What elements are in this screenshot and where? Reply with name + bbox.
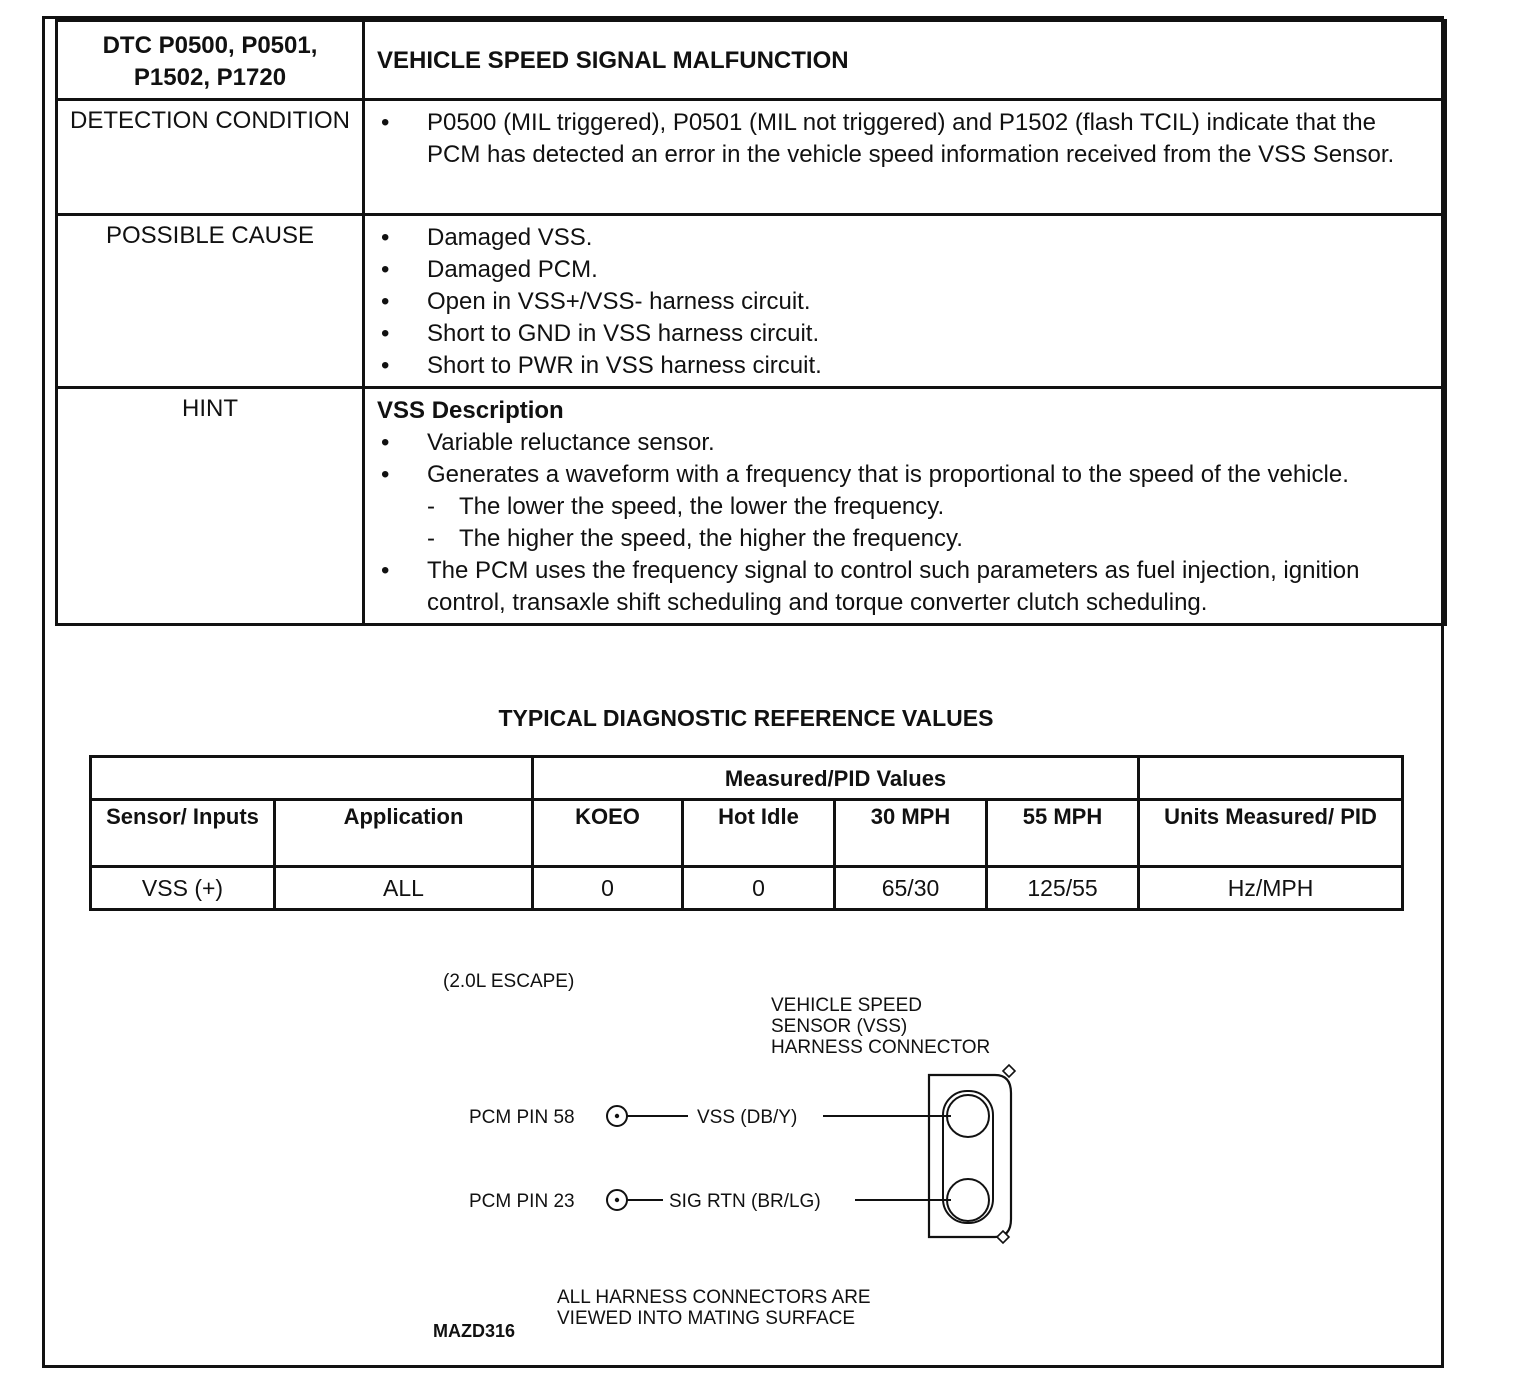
connector-label-line: VEHICLE SPEED [771, 995, 922, 1016]
table-cell: ALL [275, 867, 533, 910]
cause-bullet: • Damaged VSS. [377, 222, 1434, 254]
connector-label-line: SENSOR (VSS) [771, 1016, 908, 1037]
reference-group-header: Measured/PID Values [533, 757, 1139, 800]
vss-connector-icon [929, 1065, 1015, 1243]
cause-bullet: • Short to PWR in VSS harness circuit. [377, 350, 1434, 382]
hint-bullet: • The PCM uses the frequency signal to control such parameters as fuel injection, ignition control, transaxle shift scheduling and torque converter clutch scheduling. [377, 555, 1434, 619]
column-header: KOEO [533, 800, 683, 867]
cause-bullet: • Short to GND in VSS harness circuit. [377, 318, 1434, 350]
cause-bullet: • Open in VSS+/VSS- harness circuit. [377, 286, 1434, 318]
pcm-pin-58-dot-icon [615, 1114, 619, 1118]
column-header: 30 MPH [835, 800, 987, 867]
column-header: Application [275, 800, 533, 867]
possible-cause-label: POSSIBLE CAUSE [57, 215, 364, 388]
note-line: ALL HARNESS CONNECTORS ARE [557, 1287, 871, 1308]
reference-header-row [91, 800, 1403, 867]
figure-id: MAZD316 [433, 1321, 516, 1341]
table-cell: VSS (+) [91, 867, 275, 910]
connector-label-line: HARNESS CONNECTOR [771, 1037, 991, 1058]
model-label: (2.0L ESCAPE) [443, 971, 575, 992]
cause-bullet: • Damaged PCM. [377, 254, 1434, 286]
column-header: Sensor/ Inputs [91, 800, 275, 867]
pcm-pin-23-label: PCM PIN 23 [469, 1191, 575, 1212]
detection-row [57, 100, 1446, 215]
reference-group-row [91, 757, 1403, 800]
reference-blank-cell [91, 757, 533, 800]
pcm-pin-23-terminal-icon [607, 1190, 627, 1210]
table-cell: Hz/MPH [1139, 867, 1403, 910]
table-cell: 125/55 [987, 867, 1139, 910]
hint-row [57, 388, 1446, 625]
pcm-pin-58-terminal-icon [607, 1106, 627, 1126]
note-line: VIEWED INTO MATING SURFACE [557, 1308, 856, 1329]
hint-content [364, 388, 1446, 625]
pcm-pin-58-label: PCM PIN 58 [469, 1107, 575, 1128]
service-manual-page [42, 16, 1444, 1368]
dtc-table [55, 19, 1447, 626]
table-cell: 0 [683, 867, 835, 910]
reference-title: TYPICAL DIAGNOSTIC REFERENCE VALUES [498, 705, 994, 731]
sig-rtn-wire-label: SIG RTN (BR/LG) [669, 1191, 821, 1212]
hint-bullet [377, 459, 1434, 555]
possible-cause-row [57, 215, 1446, 388]
hint-bullet: • Variable reluctance sensor. [377, 427, 1434, 459]
column-header: Hot Idle [683, 800, 835, 867]
detection-bullet: • P0500 (MIL triggered), P0501 (MIL not triggered) and P1502 (flash TCIL) indicate that the PCM has detected an error in the vehicle speed information received from the VSS Sensor. [377, 107, 1434, 171]
detection-content [364, 100, 1446, 215]
column-header: 55 MPH [987, 800, 1139, 867]
dtc-codes: DTC P0500, P0501, P1502, P1720 [57, 21, 364, 100]
hint-dash-item: - The lower the speed, the lower the frequency. [427, 491, 1434, 523]
hint-subtitle: VSS Description [377, 397, 564, 424]
possible-cause-content [364, 215, 1446, 388]
table-cell: 65/30 [835, 867, 987, 910]
reference-data-row [91, 867, 1403, 910]
pcm-pin-23-dot-icon [615, 1198, 619, 1202]
dtc-title: VEHICLE SPEED SIGNAL MALFUNCTION [364, 21, 1446, 100]
dtc-header-row [57, 21, 1446, 100]
table-cell: 0 [533, 867, 683, 910]
hint-label: HINT [57, 388, 364, 625]
reference-values-table [89, 755, 1404, 911]
detection-label: DETECTION CONDITION [57, 100, 364, 215]
hint-bullet-text: Generates a waveform with a frequency that is proportional to the speed of the vehicle. [427, 461, 1349, 488]
vss-wire-label: VSS (DB/Y) [697, 1107, 798, 1128]
hint-dash-item: - The higher the speed, the higher the frequency. [427, 523, 1434, 555]
reference-blank-cell [1139, 757, 1403, 800]
column-header: Units Measured/ PID [1139, 800, 1403, 867]
